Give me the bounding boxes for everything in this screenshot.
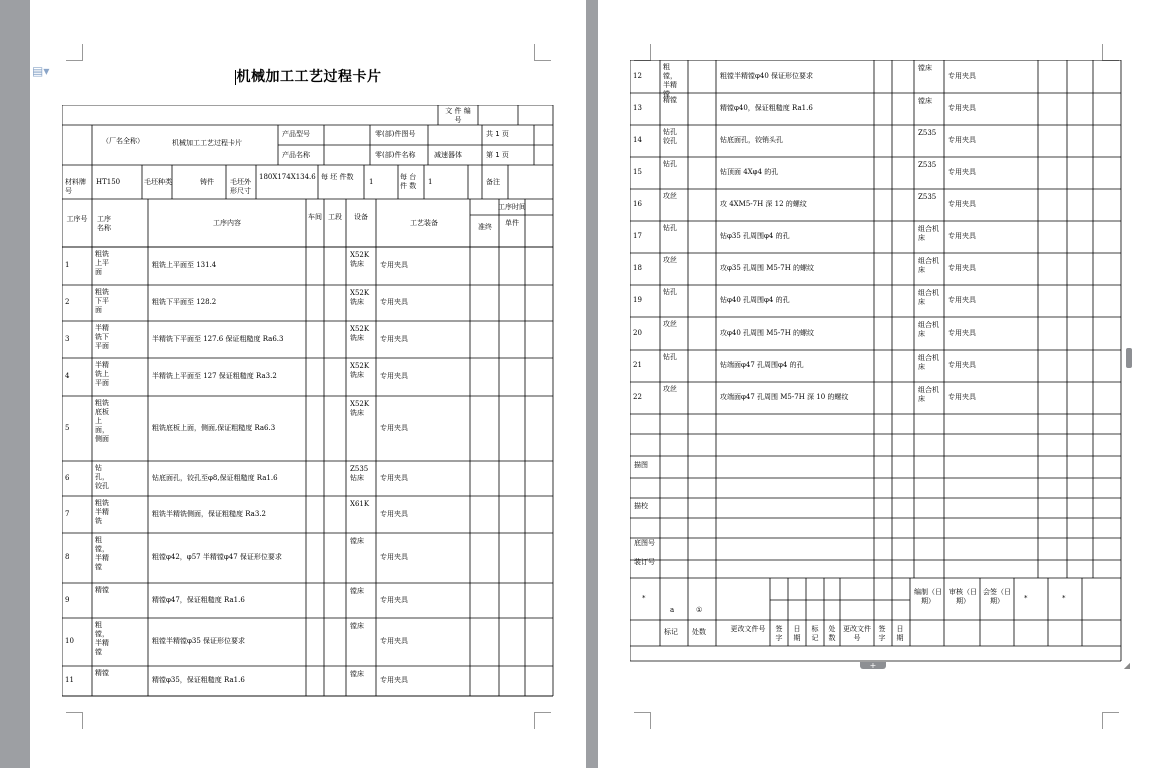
page-no: 第 1 页 xyxy=(486,151,509,159)
document-page-2 xyxy=(598,0,1162,768)
card-name: 机械加工工艺过程卡片 xyxy=(172,139,242,147)
op-name: 粗铣半精铣 xyxy=(95,499,109,525)
remark-label: 备注 xyxy=(486,178,500,186)
asterisk: * xyxy=(1062,594,1066,602)
op-name: 粗镗，半精镗 xyxy=(95,536,109,571)
op-content: 钻端面φ47 孔周围φ4 的孔 xyxy=(720,361,804,369)
total-pages: 共 1 页 xyxy=(486,130,509,138)
crop-mark xyxy=(634,712,651,729)
op-no: 2 xyxy=(65,298,70,306)
op-name: 粗镗，半精镗 xyxy=(663,63,677,98)
op-content: 半精铣上平面至 127 保证粗糙度 Ra3.2 xyxy=(152,372,277,380)
op-tooling: 专用夹具 xyxy=(948,393,976,401)
op-content: 钻φ35 孔周围φ4 的孔 xyxy=(720,232,790,240)
op-content: 粗铣半精铣侧面，保证粗糙度 Ra3.2 xyxy=(152,509,266,518)
op-equipment: 组合机床 xyxy=(918,257,939,274)
part-drawing-no-label: 零(部)件图号 xyxy=(375,130,416,138)
op-tooling: 专用夹具 xyxy=(380,595,408,604)
op-tooling: 专用夹具 xyxy=(948,71,976,80)
place-count-label: 处数 xyxy=(692,628,706,636)
mark-label-2: 标记 xyxy=(811,625,819,642)
op-tooling: 专用夹具 xyxy=(948,296,976,304)
op-name: 攻丝 xyxy=(663,256,677,264)
op-tooling: 专用夹具 xyxy=(380,298,408,306)
binding-no-label: 装订号 xyxy=(634,558,655,566)
place-count-label-2: 处数 xyxy=(828,625,836,642)
op-name: 粗铣底板上面，侧面 xyxy=(95,399,109,443)
crop-mark xyxy=(1102,712,1119,729)
op-equipment: X52K 铣床 xyxy=(350,289,370,306)
op-tooling: 专用夹具 xyxy=(948,200,976,208)
op-equipment: 组合机床 xyxy=(918,225,939,242)
op-tooling: 专用夹具 xyxy=(380,637,408,645)
op-no: 10 xyxy=(65,637,74,645)
factory-name: （厂名全称） xyxy=(102,137,144,145)
op-no: 16 xyxy=(633,200,642,208)
doc-no-label: 文 件 编 号 xyxy=(445,107,471,124)
compiled-label: 编制（日期） xyxy=(914,588,942,605)
crop-mark xyxy=(66,44,83,61)
op-no: 21 xyxy=(633,361,642,369)
sign-label: 签字 xyxy=(775,625,783,642)
crop-mark xyxy=(1102,44,1119,61)
op-name: 钻孔，铰孔 xyxy=(95,464,109,490)
op-no: 3 xyxy=(65,334,70,343)
col-tooling: 工艺装备 xyxy=(410,219,438,227)
op-name: 攻丝 xyxy=(663,320,677,328)
op-content: 粗镗半精镗φ40 保证形位要求 xyxy=(720,71,814,80)
asterisk: * xyxy=(642,594,646,602)
col-op-name: 工序名称 xyxy=(97,215,111,232)
op-no: 20 xyxy=(633,328,642,337)
op-content: 半精铣下平面至 127.6 保证粗糙度 Ra6.3 xyxy=(152,334,284,343)
op-equipment: Z535 xyxy=(918,193,937,201)
op-name: 攻丝 xyxy=(663,385,677,393)
trace-drawing-label: 描图 xyxy=(634,461,648,469)
op-no: 9 xyxy=(65,595,70,604)
op-content: 攻端面φ47 孔周围 M5-7H 深 10 的螺纹 xyxy=(720,393,849,401)
table-resize-handle[interactable] xyxy=(1126,348,1132,368)
date-label-2: 日期 xyxy=(896,625,904,642)
crop-mark xyxy=(534,712,551,729)
mark-a: a xyxy=(670,606,675,614)
per-blank-label: 每 坯 件数 xyxy=(321,173,354,181)
col-time: 工序时间 xyxy=(498,203,526,211)
op-tooling: 专用夹具 xyxy=(948,232,976,240)
base-drawing-no-label: 底图号 xyxy=(634,539,655,547)
trace-check-label: 描校 xyxy=(634,502,648,510)
op-name: 粗镗，半精镗 xyxy=(95,621,109,656)
change-doc-no-label: 更改文件号 xyxy=(730,625,766,633)
op-name: 精镗 xyxy=(95,669,109,677)
table-grid xyxy=(630,60,1122,662)
op-equipment: X52K 铣床 xyxy=(350,362,370,379)
op-equipment: 镗床 xyxy=(918,64,932,72)
op-tooling: 专用夹具 xyxy=(380,509,408,518)
op-no: 8 xyxy=(65,553,70,561)
op-tooling: 专用夹具 xyxy=(948,328,976,337)
op-equipment: 组合机床 xyxy=(918,289,939,306)
op-content: 攻φ35 孔周围 M5-7H 的螺纹 xyxy=(720,264,815,272)
op-equipment: 镗床 xyxy=(918,97,932,105)
op-equipment: X61K xyxy=(350,500,370,508)
op-content: 粗铣底板上面，侧面,保证粗糙度 Ra6.3 xyxy=(152,423,276,432)
mark-label: 标记 xyxy=(664,628,678,636)
op-no: 7 xyxy=(65,509,70,518)
process-card-table-part-2 xyxy=(630,60,1122,662)
op-equipment: 镗床 xyxy=(350,587,364,595)
sign-label-2: 签字 xyxy=(878,625,886,642)
col-prep-time: 准终 xyxy=(478,223,492,231)
op-equipment: 镗床 xyxy=(350,670,364,678)
op-content: 钻底面孔，铰销头孔 xyxy=(720,136,783,144)
op-no: 4 xyxy=(65,372,70,380)
op-content: 粗镗φ42，φ57 半精镗φ47 保证形位要求 xyxy=(152,553,282,561)
col-equipment: 设备 xyxy=(354,213,368,221)
per-unit-value: 1 xyxy=(428,178,433,186)
op-content: 粗铣下平面至 128.2 xyxy=(152,298,217,306)
op-no: 5 xyxy=(65,423,70,432)
op-equipment: Z535 xyxy=(918,129,937,137)
op-name: 粗铣上平面 xyxy=(95,250,109,276)
op-equipment: X52K 铣床 xyxy=(350,325,370,342)
part-name-value: 减速器体 xyxy=(434,151,462,159)
add-row-button[interactable]: + xyxy=(860,662,886,669)
op-name: 钻孔铰孔 xyxy=(663,128,677,145)
op-name: 钻孔 xyxy=(663,353,677,361)
op-equipment: 镗床 xyxy=(350,537,364,545)
op-content: 钻顶面 4Xφ4 的孔 xyxy=(720,168,779,176)
blank-type-label: 毛坯种类 xyxy=(144,178,172,186)
op-no: 18 xyxy=(633,264,642,272)
process-card-table-part-1 xyxy=(62,105,554,697)
product-name-label: 产品名称 xyxy=(282,151,310,159)
op-no: 12 xyxy=(633,71,642,80)
op-name: 钻孔 xyxy=(663,288,677,296)
op-tooling: 专用夹具 xyxy=(380,261,408,269)
op-name: 精镗 xyxy=(95,586,109,594)
op-equipment: 组合机床 xyxy=(918,386,939,403)
op-content: 粗铣上平面至 131.4 xyxy=(152,261,217,269)
op-tooling: 专用夹具 xyxy=(380,676,408,684)
op-tooling: 专用夹具 xyxy=(380,372,408,380)
document-title xyxy=(30,66,586,86)
mark-1: ① xyxy=(696,606,703,614)
per-blank-value: 1 xyxy=(369,178,374,186)
col-op-no: 工序号 xyxy=(66,215,88,223)
op-content: 精镗φ35，保证粗糙度 Ra1.6 xyxy=(152,676,245,684)
paragraph-options-icon[interactable]: ▤▾ xyxy=(32,64,50,78)
op-tooling: 专用夹具 xyxy=(948,104,976,112)
material-value: HT150 xyxy=(96,178,121,186)
op-equipment: 镗床 xyxy=(350,622,364,630)
op-name: 半精铣上平面 xyxy=(95,361,109,387)
op-equipment: X52K 铣床 xyxy=(350,251,370,268)
op-no: 22 xyxy=(633,393,642,401)
op-tooling: 专用夹具 xyxy=(948,168,976,176)
op-no: 1 xyxy=(65,261,70,269)
document-page-1 xyxy=(30,0,586,768)
table-resize-corner-icon[interactable]: ◢ xyxy=(1123,661,1130,670)
op-name: 钻孔 xyxy=(663,160,677,168)
op-no: 19 xyxy=(633,296,642,304)
crop-mark xyxy=(534,44,551,61)
text-cursor xyxy=(235,70,236,85)
op-tooling: 专用夹具 xyxy=(380,553,408,561)
per-unit-label: 每 台 件 数 xyxy=(400,173,417,190)
op-content: 钻底面孔，铰孔至φ8,保证粗糙度 Ra1.6 xyxy=(152,473,278,482)
op-name: 钻孔 xyxy=(663,224,677,232)
op-name: 攻丝 xyxy=(663,192,677,200)
op-no: 15 xyxy=(633,168,642,176)
op-tooling: 专用夹具 xyxy=(380,423,408,432)
op-content: 精镗φ47，保证粗糙度 Ra1.6 xyxy=(152,595,245,604)
asterisk: * xyxy=(1024,594,1028,602)
title-text: 机械加工工艺过程卡片 xyxy=(236,69,382,85)
table-grid xyxy=(62,105,554,697)
op-no: 17 xyxy=(633,232,642,240)
op-equipment: Z535 xyxy=(918,161,937,169)
product-model-label: 产品型号 xyxy=(282,130,310,138)
op-name: 半精铣下平面 xyxy=(95,324,109,350)
reviewed-label: 审核（日期） xyxy=(949,588,977,605)
crop-mark xyxy=(66,712,83,729)
op-no: 14 xyxy=(633,136,642,144)
col-section: 工段 xyxy=(328,213,342,221)
col-workshop: 车间 xyxy=(308,213,322,221)
op-content: 粗镗半精镗φ35 保证形位要求 xyxy=(152,637,246,645)
op-tooling: 专用夹具 xyxy=(948,361,976,369)
op-content: 攻 4XM5-7H 深 12 的螺纹 xyxy=(720,200,807,208)
op-name: 精镗 xyxy=(663,96,677,104)
op-equipment: 组合机床 xyxy=(918,321,939,338)
material-label: 材料牌号 xyxy=(65,178,86,195)
op-content: 钻φ40 孔周围φ4 的孔 xyxy=(720,296,790,304)
op-content: 精镗φ40，保证粗糙度 Ra1.6 xyxy=(720,104,813,112)
op-name: 粗铣下平面 xyxy=(95,288,109,314)
op-no: 6 xyxy=(65,473,70,482)
op-tooling: 专用夹具 xyxy=(380,473,408,482)
blank-size-value: 180X174X134.6 xyxy=(259,173,316,181)
part-name-label: 零(部)件名称 xyxy=(375,151,416,159)
col-content: 工序内容 xyxy=(213,219,241,227)
op-no: 13 xyxy=(633,104,642,112)
op-tooling: 专用夹具 xyxy=(948,136,976,144)
approved-label: 会签（日期） xyxy=(983,588,1011,605)
op-equipment: X52K 铣床 xyxy=(350,400,370,417)
op-content: 攻φ40 孔周围 M5-7H 的螺纹 xyxy=(720,328,815,337)
col-unit-time: 单件 xyxy=(505,219,519,227)
op-tooling: 专用夹具 xyxy=(380,334,408,343)
blank-size-label: 毛坯外形尺寸 xyxy=(230,178,251,195)
op-tooling: 专用夹具 xyxy=(948,264,976,272)
blank-type-value: 铸件 xyxy=(200,178,214,186)
op-equipment: Z535 钻床 xyxy=(350,465,369,482)
date-label: 日期 xyxy=(793,625,801,642)
op-no: 11 xyxy=(65,676,74,684)
crop-mark xyxy=(634,44,651,61)
change-doc-no-label-2: 更改文件号 xyxy=(843,625,871,642)
op-equipment: 组合机床 xyxy=(918,354,939,371)
